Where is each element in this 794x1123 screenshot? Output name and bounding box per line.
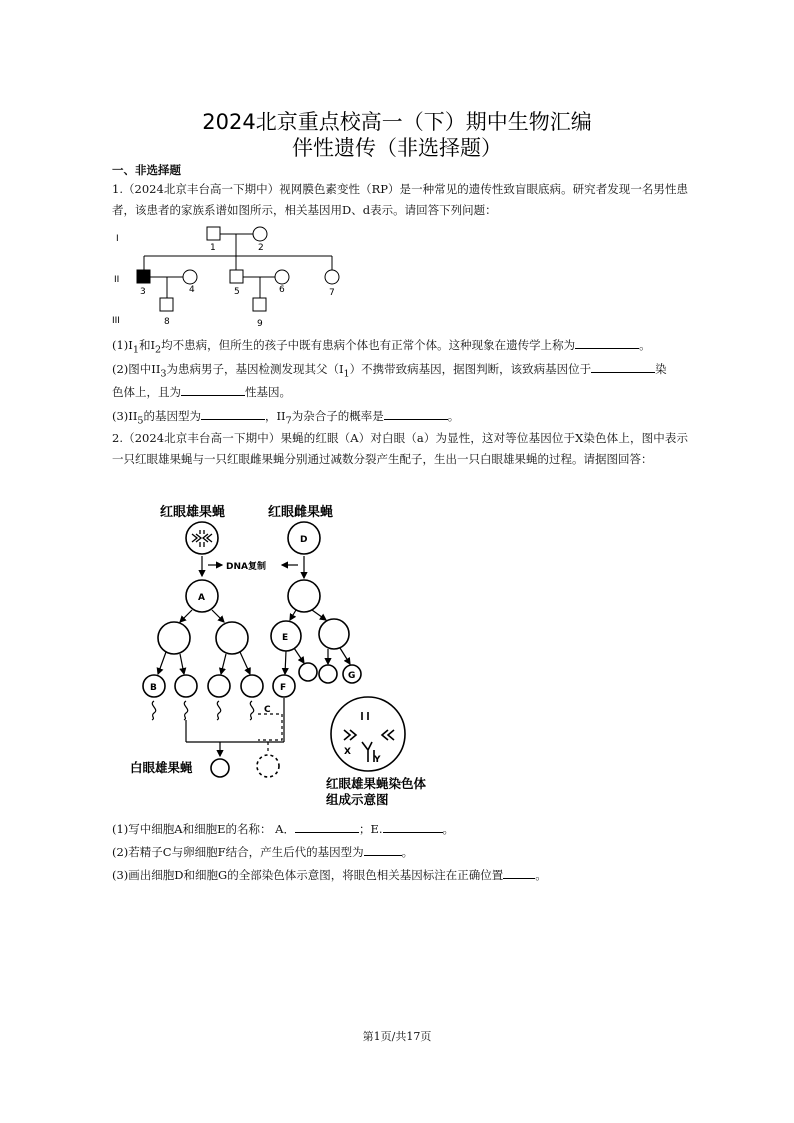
- cell-E-label: E: [282, 633, 289, 643]
- pedigree-chart: [112, 222, 362, 334]
- section-heading: 一、非选择题: [112, 163, 181, 177]
- question-1-sub-2-cont: 色体上，且为 性基因。: [112, 385, 291, 399]
- ind-label-9: 9: [257, 319, 263, 329]
- ind-label-1: 1: [210, 243, 216, 253]
- cell-B-label: B: [150, 683, 157, 693]
- gen-label-II: II: [114, 275, 120, 285]
- individual-7-female: [325, 270, 339, 284]
- ind-label-8: 8: [164, 317, 170, 327]
- individual-5-male: [230, 270, 243, 283]
- answer-blank[interactable]: [364, 843, 402, 856]
- question-1-sub-2: (2)图中$II_3$为患病男子，基因检测发现其父$(I_1)$不携带致病基因，据图判断，该致病基因位于 染: [112, 362, 667, 380]
- individual-1-male: [207, 227, 220, 240]
- cell-D-label: D: [300, 535, 308, 545]
- answer-blank[interactable]: [384, 407, 448, 420]
- gen-label-I: I: [116, 234, 119, 244]
- individual-4-female: [183, 270, 197, 284]
- ind-label-5: 5: [234, 287, 240, 297]
- answer-blank[interactable]: [575, 336, 639, 349]
- question-1-sub-3: $(3)II_5$的基因型为 ，$II_7$为杂合子的概率是 。: [112, 409, 460, 427]
- ind-label-6: 6: [279, 285, 285, 295]
- answer-blank[interactable]: [383, 820, 443, 833]
- question-2-sub-3: (3)画出细胞D和细胞G的全部染色体示意图，将眼色相关基因标注在正确位置 。: [112, 868, 547, 882]
- ind-label-7: 7: [329, 288, 335, 298]
- karyotype-caption-1: 红眼雄果蝇染色体: [326, 776, 427, 791]
- answer-blank[interactable]: [295, 820, 359, 833]
- dna-label: DNA复制: [226, 562, 266, 572]
- gen-label-III: III: [112, 316, 120, 326]
- individual-3-affected-male: [137, 270, 150, 283]
- cell-F-label: F: [280, 683, 287, 693]
- answer-blank[interactable]: [591, 360, 655, 373]
- karyotype-caption-2: 组成示意图: [326, 792, 389, 807]
- cell-G-label: G: [348, 671, 356, 681]
- ind-label-2: 2: [258, 243, 264, 253]
- individual-8-male: [160, 298, 173, 311]
- answer-blank[interactable]: [181, 383, 245, 396]
- female-title: 红眼雌果蝇: [268, 505, 334, 520]
- male-title: 红眼雄果蝇: [160, 505, 226, 520]
- individual-6-female: [275, 270, 289, 284]
- offspring-label: 白眼雄果蝇: [130, 760, 193, 775]
- page-title: 2024北京重点校高一（下）期中生物汇编: [202, 110, 592, 134]
- ind-label-3: 3: [140, 287, 146, 297]
- offspring-cell: [211, 759, 229, 777]
- question-1-sub-1: $(1)I_1$和$I_2$均不患病，但所生的孩子中既有患病个体也有正常个体。这种现象在遗传学上称为 。: [112, 338, 651, 356]
- y-chromosome-label: Y: [374, 755, 381, 765]
- question-2-intro: 2.（2024北京丰台高一下期中）果蝇的红眼（A）对白眼（a）为显性，这对等位基因位于X染色体上，图中表示一只红眼雄果蝇与一只红眼雌果蝇分别通过减数分裂产生配子，生出一只白眼雄果蝇的过程。请据图回答：: [112, 431, 688, 466]
- meiosis-diagram: [122, 498, 462, 810]
- individual-9-male: [253, 298, 266, 311]
- question-2-sub-2: (2)若精子C与卵细胞F结合，产生后代的基因型为 。: [112, 845, 414, 859]
- cell-C-label: C: [264, 705, 271, 715]
- cell-A-label: A: [198, 593, 205, 603]
- ind-label-4: 4: [189, 285, 195, 295]
- x-chromosome-label: X: [344, 747, 351, 757]
- page-footer: 第1页/共17页: [362, 1030, 432, 1043]
- answer-blank[interactable]: [503, 866, 535, 879]
- question-2-sub-1: (1)写中细胞A和细胞E的名称： A． ；E. 。: [112, 822, 455, 836]
- individual-2-female: [253, 227, 267, 241]
- page-subtitle: 伴性遗传（非选择题）: [292, 136, 502, 160]
- answer-blank[interactable]: [201, 407, 265, 420]
- question-1-intro: 1.（2024北京丰台高一下期中）视网膜色素变性（RP）是一种常见的遗传性致盲眼底病。研究者发现一名男性患者，该患者的家族系谱如图所示，相关基因用D、d表示。请回答下列问题：: [112, 182, 688, 217]
